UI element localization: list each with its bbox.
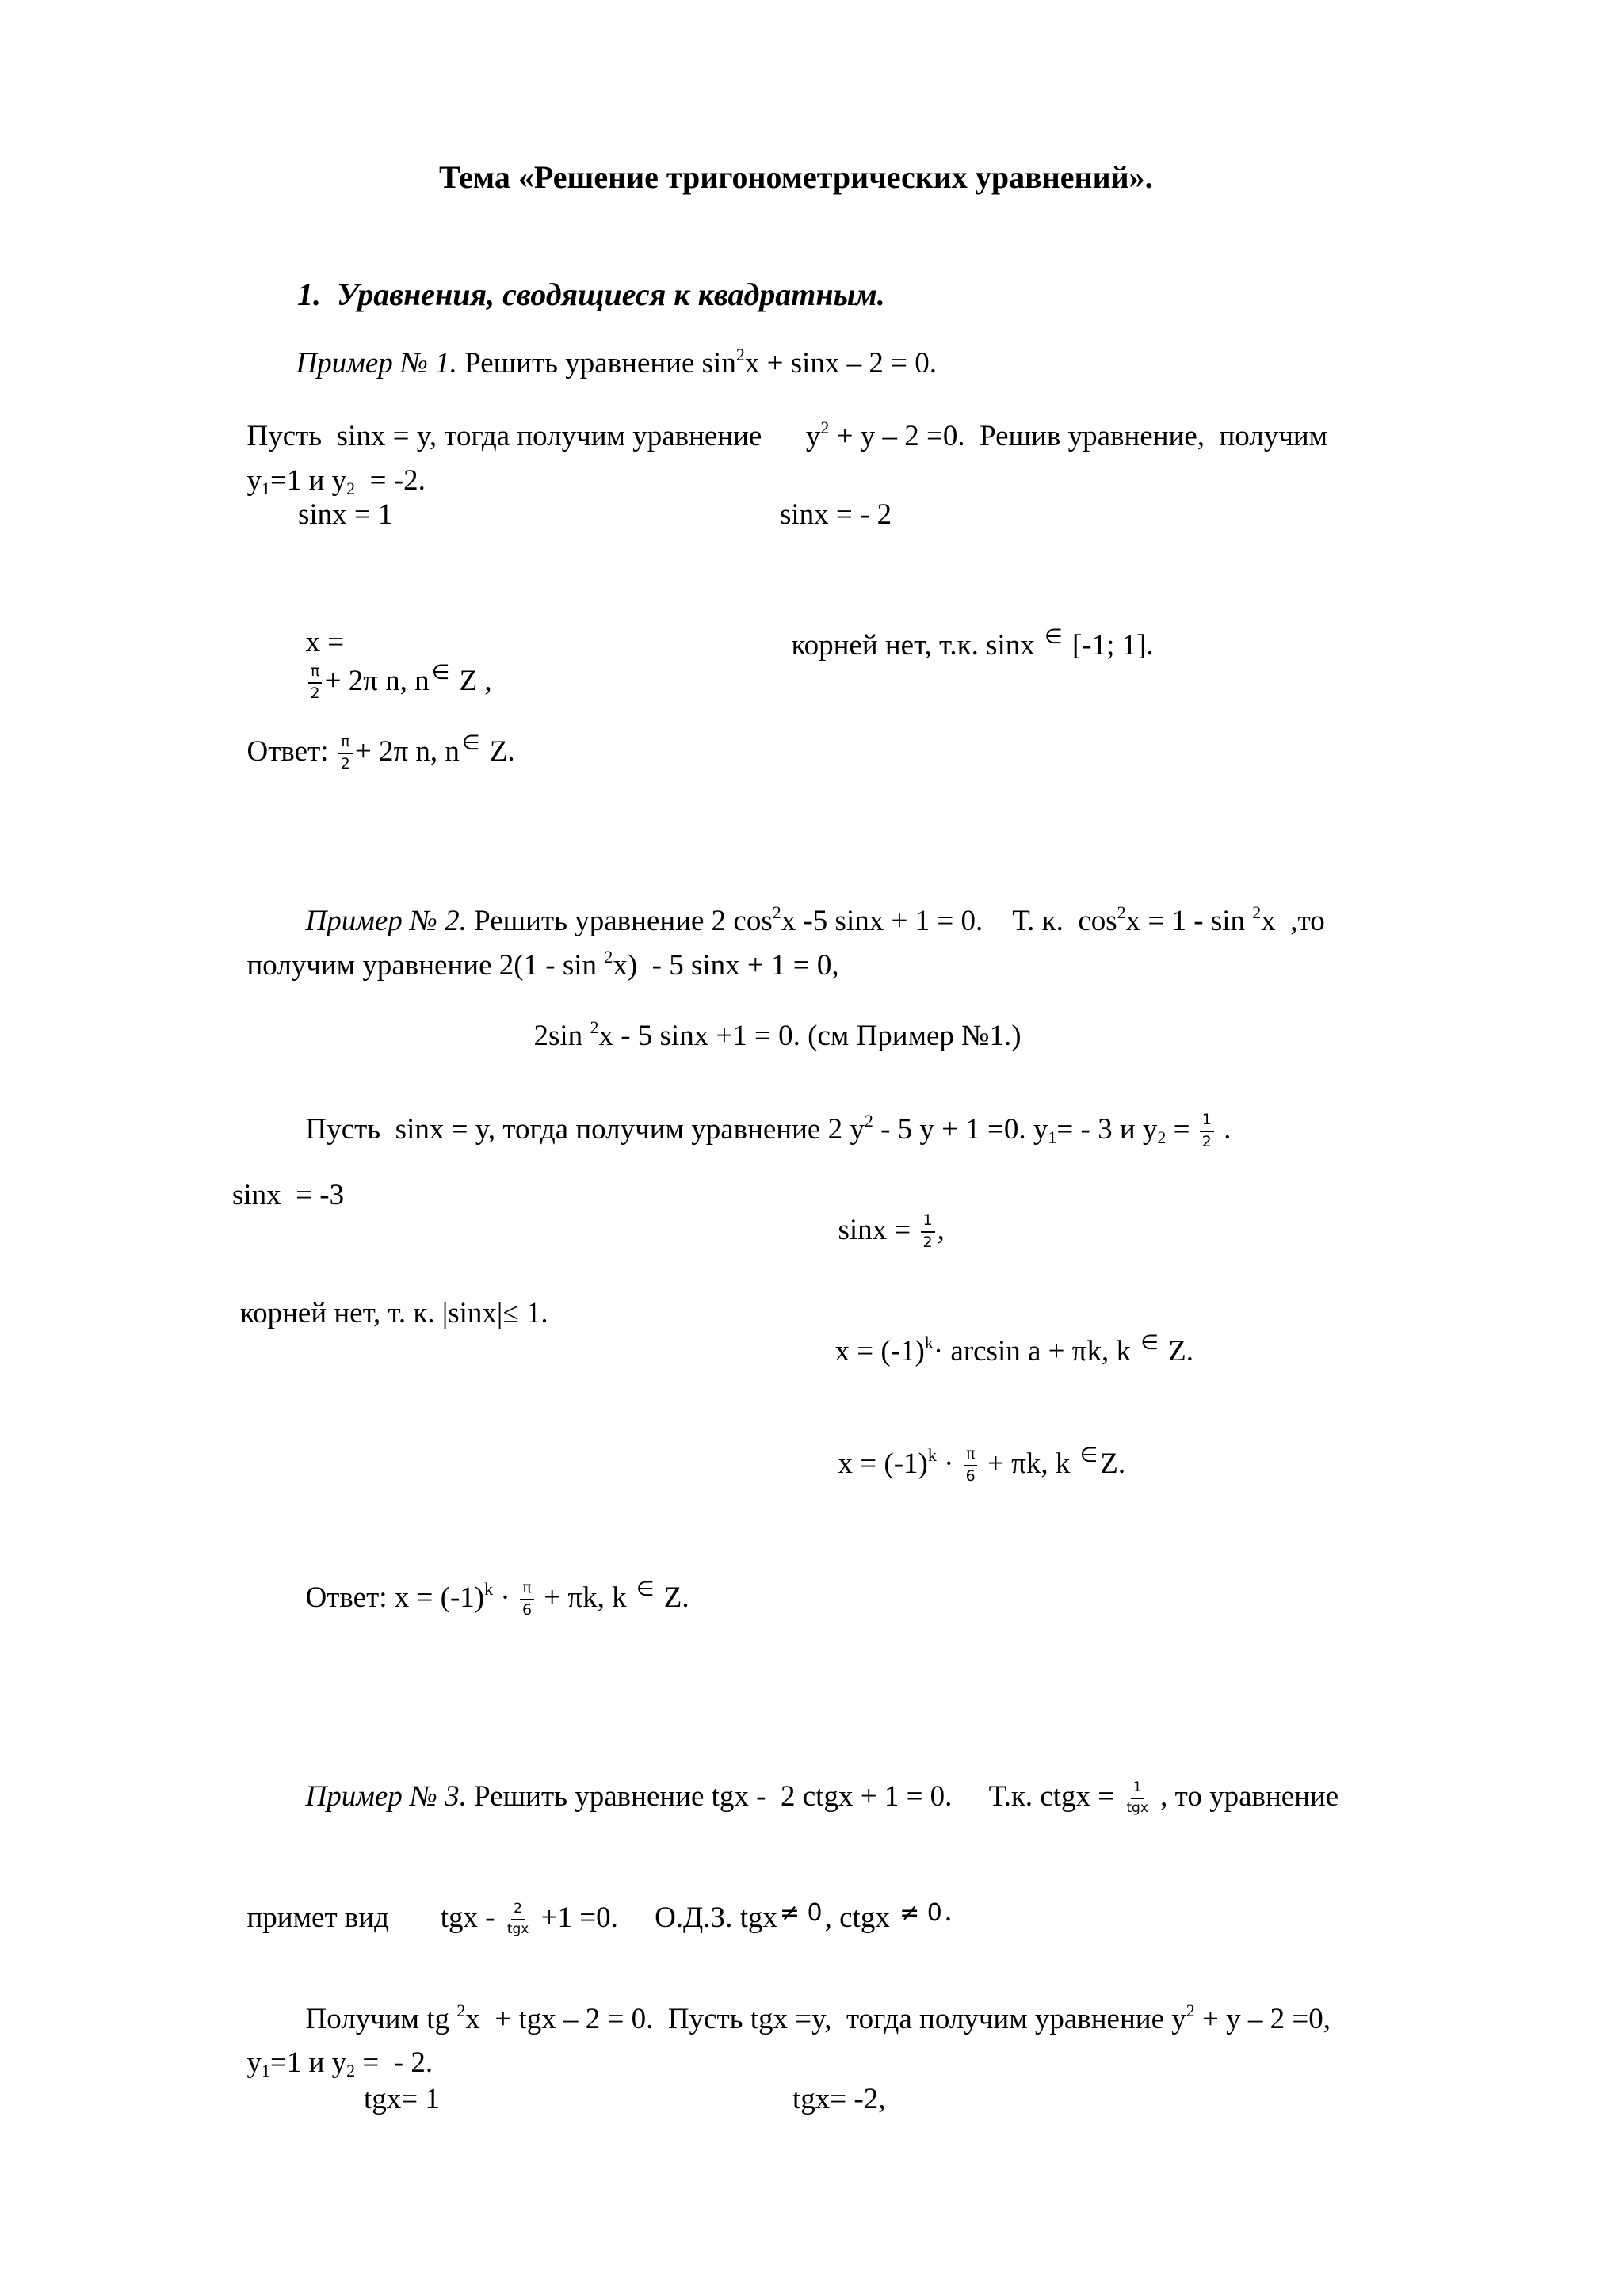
fraction-pi-over-2 <box>338 734 353 772</box>
case-text: sinx = <box>838 1214 918 1247</box>
section-number: 1. <box>297 277 321 312</box>
denominator: 2 <box>1201 1133 1212 1151</box>
element-of-symbol: ∈ <box>461 731 480 756</box>
example-2-solution-1: корней нет, т. к. |sinx|≤ 1. <box>240 1297 548 1329</box>
transform-text-end: . <box>944 1895 953 1928</box>
not-equal-zero: ≠ 0 <box>899 1899 942 1928</box>
substitution-text: x + tgx – 2 = 0. Пусть tgx =y, тогда получим уравнение y <box>465 2003 1186 2036</box>
equation-text-end: x - 5 sinx +1 = 0. (см Пример №1.) <box>598 1020 1022 1053</box>
answer-label: Ответ: <box>246 735 336 769</box>
example-2-equation <box>519 984 1022 1055</box>
fraction-one-over-tgx <box>1124 1781 1151 1816</box>
equation-text: 2sin <box>533 1020 590 1053</box>
fraction-one-half <box>1200 1112 1214 1150</box>
numerator: 2 <box>511 1902 525 1920</box>
specific-formula-text-end: Z. <box>1100 1447 1126 1481</box>
roots-text: y <box>246 2046 262 2080</box>
example-1-label: Пример № 1. <box>296 347 457 380</box>
example-3-substitution <box>291 1967 1331 2038</box>
denominator: 6 <box>965 1467 976 1486</box>
no-roots-text-end: [-1; 1]. <box>1064 629 1154 662</box>
denominator: 6 <box>521 1601 533 1619</box>
example-3-transform <box>232 1859 952 1937</box>
example-2-solution-3 <box>823 1409 1125 1485</box>
transform-text-end: x) - 5 sinx + 1 = 0, <box>613 949 839 982</box>
superscript: 2 <box>1117 902 1126 923</box>
roots-text: =1 и y <box>270 2046 347 2080</box>
substitution-text: Получим tg <box>305 2003 457 2036</box>
numerator: 1 <box>921 1213 935 1233</box>
subscript: 2 <box>346 479 356 499</box>
task-text-end: x ,то <box>1261 905 1325 938</box>
specific-formula-text: · <box>936 1447 961 1481</box>
subscript: 1 <box>262 479 270 499</box>
numerator: π <box>308 664 322 684</box>
fraction-pi-over-6 <box>520 1581 534 1619</box>
example-1-solution-1 <box>291 590 492 702</box>
numerator: 1 <box>1200 1112 1214 1132</box>
denominator: 2 <box>340 755 350 773</box>
task-text: x -5 sinx + 1 = 0. Т. к. cos <box>781 905 1117 938</box>
element-of-symbol: ∈ <box>1140 1331 1159 1356</box>
superscript: 2 <box>590 1017 599 1038</box>
substitution-text: - 5 y + 1 =0. y <box>873 1113 1048 1146</box>
transform-text: , ctgx <box>824 1901 898 1935</box>
element-of-symbol: ∈ <box>1079 1444 1098 1468</box>
not-equal-zero: ≠ 0 <box>779 1899 823 1928</box>
example-2-solution-2 <box>820 1296 1193 1370</box>
solution-text: x = <box>305 626 345 659</box>
superscript: 2 <box>456 2000 466 2021</box>
superscript: 2 <box>735 345 745 365</box>
subscript: 1 <box>262 2061 270 2081</box>
denominator: tgx <box>1126 1800 1148 1817</box>
task-text: Решить уравнение 2 cos <box>466 905 773 938</box>
example-3-task <box>291 1745 1338 1816</box>
element-of-symbol: ∈ <box>431 660 450 685</box>
subscript: 2 <box>346 2061 356 2081</box>
example-1-answer <box>232 696 515 772</box>
roots-text: =1 и y <box>270 464 347 498</box>
answer-text: + 2π n, n <box>354 735 460 769</box>
example-1-case-2: sinx = - 2 <box>780 498 892 531</box>
superscript: 2 <box>1186 2000 1195 2021</box>
solution-text: + 2π n, n <box>324 664 430 697</box>
superscript: 2 <box>772 902 781 923</box>
answer-text: + πk, k <box>537 1581 634 1615</box>
answer-text-end: Z. <box>656 1581 689 1615</box>
subscript: 2 <box>1157 1127 1167 1148</box>
example-2-substitution <box>291 1077 1231 1150</box>
substitution-text-end: . <box>1216 1113 1232 1146</box>
example-3-roots <box>232 2011 433 2081</box>
substitution-text: Пусть sinx = y, тогда получим уравнение y <box>246 420 821 453</box>
solution-text-end: Z , <box>452 664 492 697</box>
case-text-end: , <box>937 1214 945 1247</box>
superscript: k <box>484 1579 494 1600</box>
section-heading <box>281 238 885 314</box>
no-roots-text: корней нет, т.к. sinx <box>791 629 1043 662</box>
transform-text: получим уравнение 2(1 - sin <box>246 949 605 982</box>
example-1-roots <box>232 429 426 499</box>
task-text: Решить уравнение tgx - 2 ctgx + 1 = 0. Т.к. ctgx = <box>466 1780 1122 1814</box>
example-3-case-2: tgx= -2, <box>792 2083 886 2115</box>
example-1-case-1: sinx = 1 <box>298 498 393 531</box>
superscript: k <box>927 1445 937 1466</box>
task-text-end: , то уравнение <box>1152 1780 1339 1814</box>
superscript: 2 <box>604 947 613 967</box>
general-formula-text: · arcsin a + πk, k <box>933 1335 1139 1368</box>
element-of-symbol: ∈ <box>636 1577 655 1602</box>
superscript: 2 <box>1252 902 1262 923</box>
fraction-one-half <box>921 1213 935 1251</box>
subscript: 1 <box>1048 1127 1057 1148</box>
roots-text: = -2. <box>355 464 426 498</box>
transform-text: +1 =0. О.Д.З. tgx <box>533 1901 777 1935</box>
answer-text-end: Z. <box>482 735 515 769</box>
numerator: π <box>338 734 352 754</box>
fraction-two-over-tgx <box>505 1902 532 1937</box>
specific-formula-text: + πk, k <box>980 1447 1078 1481</box>
page-title: Тема «Решение тригонометрических уравнений». <box>439 159 1153 195</box>
superscript: 2 <box>820 418 830 438</box>
denominator: 2 <box>922 1234 933 1252</box>
answer-text: · <box>493 1581 517 1615</box>
denominator: tgx <box>506 1921 529 1938</box>
task-text: x = 1 - sin <box>1125 905 1253 938</box>
superscript: k <box>924 1333 934 1353</box>
superscript: 2 <box>864 1111 873 1131</box>
example-1-task <box>281 311 937 382</box>
example-2-case-1: sinx = -3 <box>232 1179 345 1211</box>
example-2-transform <box>232 913 839 984</box>
denominator: 2 <box>310 684 320 702</box>
general-formula-text: x = (-1) <box>834 1335 925 1368</box>
example-3-case-1: tgx= 1 <box>364 2083 440 2115</box>
example-2-case-2 <box>823 1178 945 1251</box>
roots-text: y <box>246 464 262 498</box>
numerator: 1 <box>1131 1781 1144 1799</box>
general-formula-text-end: Z. <box>1160 1335 1193 1368</box>
fraction-pi-over-6 <box>964 1447 978 1485</box>
example-1-solution-2 <box>777 590 1154 664</box>
example-1-task-text-end: x + sinx – 2 = 0. <box>744 347 937 380</box>
section-title: Уравнения, сводящиеся к квадратным. <box>337 277 885 312</box>
substitution-text-end: + y – 2 =0, <box>1194 2003 1331 2036</box>
answer-text: Ответ: x = (-1) <box>305 1581 485 1615</box>
example-1-task-text: Решить уравнение sin <box>456 347 736 380</box>
example-3-label: Пример № 3. <box>305 1780 467 1814</box>
specific-formula-text: x = (-1) <box>838 1447 928 1481</box>
transform-text: примет вид tgx - <box>246 1901 502 1935</box>
numerator: π <box>964 1447 977 1466</box>
example-2-label: Пример № 2. <box>305 905 467 938</box>
substitution-text: Пусть sinx = y, тогда получим уравнение 2 y <box>305 1113 865 1146</box>
numerator: π <box>520 1581 533 1600</box>
element-of-symbol: ∈ <box>1044 625 1063 650</box>
example-2-answer <box>291 1543 689 1619</box>
substitution-text-end: + y – 2 =0. Решив уравнение, получим <box>829 420 1328 453</box>
substitution-text: = <box>1166 1113 1197 1146</box>
substitution-text: = - 3 и y <box>1056 1113 1158 1146</box>
roots-text-end: = - 2. <box>355 2046 433 2080</box>
